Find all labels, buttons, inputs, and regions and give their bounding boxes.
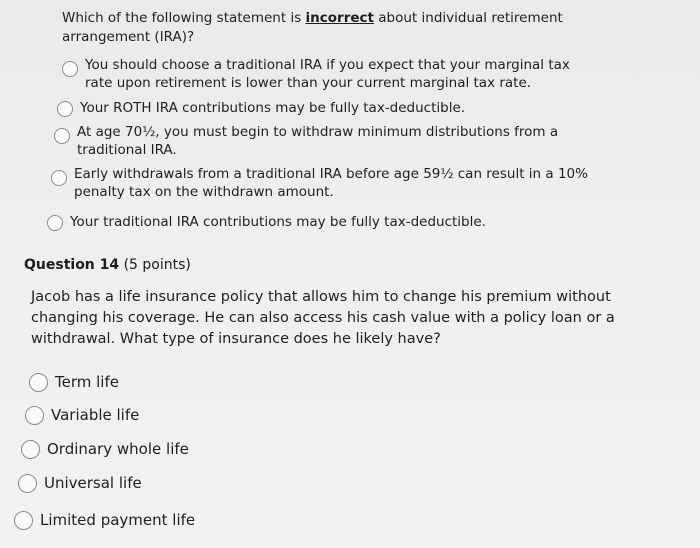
question-13-text-end: about individual retirement arrangement (IRA)? [62,10,563,45]
radio-button[interactable] [25,406,44,425]
radio-button[interactable] [29,373,48,392]
q14-option-1[interactable] [29,372,119,392]
q14-option-3-label: Ordinary whole life [47,440,189,458]
q13-option-1-label: You should choose a traditional IRA if you expect that your marginal tax rate upon retirement is lower than your current marginal tax rate. [85,57,570,91]
question-13-emphasis: incorrect [305,10,374,26]
radio-button[interactable] [47,215,63,231]
q13-option-1[interactable] [62,56,592,92]
q13-option-4[interactable] [51,165,611,201]
radio-button[interactable] [57,101,73,117]
radio-button[interactable] [51,170,67,186]
radio-button[interactable] [62,61,78,77]
q14-option-4[interactable] [18,473,142,493]
q13-option-5[interactable] [47,213,607,231]
q14-option-3[interactable] [21,439,189,459]
question-13-text [62,9,622,47]
q13-option-3-label: At age 70½, you must begin to withdraw minimum distributions from a traditional IRA. [77,124,559,158]
question-14-number: Question 14 [24,257,120,273]
radio-button[interactable] [14,511,33,530]
question-13-text-start: Which of the following statement is [62,10,306,26]
radio-button[interactable] [21,440,40,459]
question-14-title [24,257,191,273]
radio-button[interactable] [18,474,37,493]
question-14-text: Jacob has a life insurance policy that allows him to change his premium without changing his coverage. He can also access his cash value with a policy loan or a withdrawal. What type of insurance does he likely have? [31,289,615,347]
q14-option-4-label: Universal life [44,474,142,492]
question-14-points: (5 points) [119,257,191,273]
q14-option-2[interactable] [25,405,139,425]
q14-option-5-label: Limited payment life [40,511,196,529]
q14-option-2-label: Variable life [51,406,140,424]
q13-option-3[interactable] [54,123,574,159]
radio-button[interactable] [54,128,70,144]
q13-option-5-label: Your traditional IRA contributions may be fully tax-deductible. [70,214,486,230]
q13-option-4-label: Early withdrawals from a traditional IRA before age 59½ can result in a 10% penalty tax on the withdrawn amount. [74,166,588,200]
q14-option-1-label: Term life [55,373,119,391]
q13-option-2-label: Your ROTH IRA contributions may be fully tax-deductible. [80,100,466,116]
q14-option-5[interactable] [14,510,195,530]
q13-option-2[interactable] [57,99,577,117]
